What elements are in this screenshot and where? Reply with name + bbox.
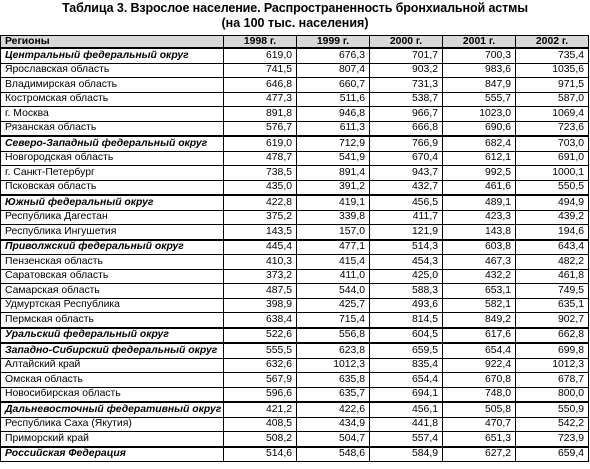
region-name-cell: Республика Ингушетия bbox=[1, 225, 224, 240]
value-cell: 617,6 bbox=[443, 328, 516, 344]
value-cell: 603,8 bbox=[443, 240, 516, 255]
header-year-1999: 1999 г. bbox=[297, 36, 370, 49]
value-cell: 419,1 bbox=[297, 195, 370, 210]
table-header-row bbox=[1, 36, 589, 49]
value-cell: 408,5 bbox=[224, 417, 297, 432]
region-name-cell: Российская Федерация bbox=[1, 447, 224, 462]
region-name-cell: Удмуртская Республика bbox=[1, 298, 224, 313]
value-cell: 556,8 bbox=[297, 328, 370, 344]
region-name-cell: Омская область bbox=[1, 373, 224, 388]
value-cell: 814,5 bbox=[370, 313, 443, 328]
value-cell: 946,8 bbox=[297, 107, 370, 122]
table-row bbox=[1, 269, 589, 284]
region-name-cell: Ярославская область bbox=[1, 63, 224, 78]
value-cell: 434,9 bbox=[297, 417, 370, 432]
region-name-cell: Псковская область bbox=[1, 180, 224, 195]
table-row bbox=[1, 417, 589, 432]
value-cell: 983,6 bbox=[443, 63, 516, 78]
value-cell: 391,2 bbox=[297, 180, 370, 195]
value-cell: 703,0 bbox=[516, 136, 589, 151]
value-cell: 482,2 bbox=[516, 255, 589, 270]
table-row bbox=[1, 63, 589, 78]
table-row bbox=[1, 166, 589, 181]
district-row bbox=[1, 402, 589, 417]
value-cell: 514,3 bbox=[370, 240, 443, 255]
value-cell: 550,9 bbox=[516, 402, 589, 417]
value-cell: 735,4 bbox=[516, 48, 589, 63]
region-name-cell: Приморский край bbox=[1, 432, 224, 447]
value-cell: 432,7 bbox=[370, 180, 443, 195]
table-row bbox=[1, 432, 589, 447]
value-cell: 902,7 bbox=[516, 313, 589, 328]
value-cell: 694,1 bbox=[370, 387, 443, 402]
region-name-cell: Северо-Западный федеральный округ bbox=[1, 136, 224, 151]
value-cell: 632,6 bbox=[224, 358, 297, 373]
value-cell: 1012,3 bbox=[297, 358, 370, 373]
region-name-cell: Южный федеральный округ bbox=[1, 195, 224, 210]
value-cell: 477,1 bbox=[297, 240, 370, 255]
value-cell: 522,6 bbox=[224, 328, 297, 344]
value-cell: 587,0 bbox=[516, 92, 589, 107]
table-row bbox=[1, 78, 589, 93]
value-cell: 682,4 bbox=[443, 136, 516, 151]
value-cell: 1000,1 bbox=[516, 166, 589, 181]
table-row bbox=[1, 151, 589, 166]
value-cell: 1023,0 bbox=[443, 107, 516, 122]
value-cell: 470,7 bbox=[443, 417, 516, 432]
value-cell: 411,0 bbox=[297, 269, 370, 284]
value-cell: 514,6 bbox=[224, 447, 297, 462]
value-cell: 411,7 bbox=[370, 210, 443, 225]
header-year-2000: 2000 г. bbox=[370, 36, 443, 49]
table-title: Таблица 3. Взрослое население. Распространенность бронхиальной астмы bbox=[62, 1, 528, 15]
value-cell: 748,0 bbox=[443, 387, 516, 402]
value-cell: 700,3 bbox=[443, 48, 516, 63]
value-cell: 422,8 bbox=[224, 195, 297, 210]
value-cell: 339,8 bbox=[297, 210, 370, 225]
value-cell: 423,3 bbox=[443, 210, 516, 225]
value-cell: 676,3 bbox=[297, 48, 370, 63]
value-cell: 691,0 bbox=[516, 151, 589, 166]
value-cell: 505,8 bbox=[443, 402, 516, 417]
value-cell: 835,4 bbox=[370, 358, 443, 373]
table-row bbox=[1, 358, 589, 373]
value-cell: 467,3 bbox=[443, 255, 516, 270]
value-cell: 623,8 bbox=[297, 343, 370, 358]
value-cell: 749,5 bbox=[516, 284, 589, 299]
value-cell: 461,6 bbox=[443, 180, 516, 195]
value-cell: 415,4 bbox=[297, 255, 370, 270]
value-cell: 800,0 bbox=[516, 387, 589, 402]
value-cell: 738,5 bbox=[224, 166, 297, 181]
value-cell: 555,5 bbox=[224, 343, 297, 358]
table-row bbox=[1, 210, 589, 225]
value-cell: 971,5 bbox=[516, 78, 589, 93]
value-cell: 435,0 bbox=[224, 180, 297, 195]
value-cell: 662,8 bbox=[516, 328, 589, 344]
table-row bbox=[1, 387, 589, 402]
value-cell: 508,2 bbox=[224, 432, 297, 447]
region-name-cell: Дальневосточный федеративный округ bbox=[1, 402, 224, 417]
value-cell: 654,4 bbox=[370, 373, 443, 388]
value-cell: 903,2 bbox=[370, 63, 443, 78]
value-cell: 550,5 bbox=[516, 180, 589, 195]
region-name-cell: Уральский федеральный округ bbox=[1, 328, 224, 344]
value-cell: 646,8 bbox=[224, 78, 297, 93]
value-cell: 542,2 bbox=[516, 417, 589, 432]
value-cell: 456,1 bbox=[370, 402, 443, 417]
value-cell: 891,8 bbox=[224, 107, 297, 122]
value-cell: 659,5 bbox=[370, 343, 443, 358]
value-cell: 456,5 bbox=[370, 195, 443, 210]
table-row bbox=[1, 225, 589, 240]
district-row bbox=[1, 48, 589, 63]
value-cell: 660,7 bbox=[297, 78, 370, 93]
value-cell: 432,2 bbox=[443, 269, 516, 284]
value-cell: 627,2 bbox=[443, 447, 516, 462]
value-cell: 612,1 bbox=[443, 151, 516, 166]
region-name-cell: Приволжский федеральный округ bbox=[1, 240, 224, 255]
value-cell: 659,4 bbox=[516, 447, 589, 462]
value-cell: 143,5 bbox=[224, 225, 297, 240]
value-cell: 422,6 bbox=[297, 402, 370, 417]
table-row bbox=[1, 107, 589, 122]
value-cell: 588,3 bbox=[370, 284, 443, 299]
region-name-cell: г. Санкт-Петербург bbox=[1, 166, 224, 181]
table-body bbox=[1, 48, 589, 462]
region-name-cell: Пермская область bbox=[1, 313, 224, 328]
value-cell: 461,8 bbox=[516, 269, 589, 284]
region-name-cell: Владимирская область bbox=[1, 78, 224, 93]
value-cell: 375,2 bbox=[224, 210, 297, 225]
value-cell: 943,7 bbox=[370, 166, 443, 181]
region-name-cell: Республика Дагестан bbox=[1, 210, 224, 225]
value-cell: 611,3 bbox=[297, 121, 370, 136]
region-name-cell: Новгородская область bbox=[1, 151, 224, 166]
value-cell: 445,4 bbox=[224, 240, 297, 255]
value-cell: 584,9 bbox=[370, 447, 443, 462]
value-cell: 712,9 bbox=[297, 136, 370, 151]
value-cell: 992,5 bbox=[443, 166, 516, 181]
value-cell: 487,5 bbox=[224, 284, 297, 299]
value-cell: 493,6 bbox=[370, 298, 443, 313]
value-cell: 654,4 bbox=[443, 343, 516, 358]
value-cell: 666,8 bbox=[370, 121, 443, 136]
table-subtitle: (на 100 тыс. населения) bbox=[221, 16, 369, 30]
region-name-cell: Самарская область bbox=[1, 284, 224, 299]
value-cell: 701,7 bbox=[370, 48, 443, 63]
value-cell: 638,4 bbox=[224, 313, 297, 328]
value-cell: 766,9 bbox=[370, 136, 443, 151]
table-row bbox=[1, 180, 589, 195]
value-cell: 373,2 bbox=[224, 269, 297, 284]
region-name-cell: Западно-Сибирский федеральный округ bbox=[1, 343, 224, 358]
region-name-cell: Новосибирская область bbox=[1, 387, 224, 402]
region-name-cell: Пензенская область bbox=[1, 255, 224, 270]
value-cell: 619,0 bbox=[224, 48, 297, 63]
value-cell: 653,1 bbox=[443, 284, 516, 299]
value-cell: 699,8 bbox=[516, 343, 589, 358]
value-cell: 511,6 bbox=[297, 92, 370, 107]
value-cell: 678,7 bbox=[516, 373, 589, 388]
value-cell: 891,4 bbox=[297, 166, 370, 181]
value-cell: 807,4 bbox=[297, 63, 370, 78]
value-cell: 723,9 bbox=[516, 432, 589, 447]
value-cell: 494,9 bbox=[516, 195, 589, 210]
value-cell: 643,4 bbox=[516, 240, 589, 255]
value-cell: 690,6 bbox=[443, 121, 516, 136]
value-cell: 670,8 bbox=[443, 373, 516, 388]
region-name-cell: г. Москва bbox=[1, 107, 224, 122]
region-name-cell: Рязанская область bbox=[1, 121, 224, 136]
value-cell: 596,6 bbox=[224, 387, 297, 402]
table-row bbox=[1, 373, 589, 388]
district-row bbox=[1, 240, 589, 255]
value-cell: 670,4 bbox=[370, 151, 443, 166]
value-cell: 651,3 bbox=[443, 432, 516, 447]
value-cell: 439,2 bbox=[516, 210, 589, 225]
value-cell: 398,9 bbox=[224, 298, 297, 313]
value-cell: 555,7 bbox=[443, 92, 516, 107]
value-cell: 548,6 bbox=[297, 447, 370, 462]
region-name-cell: Алтайский край bbox=[1, 358, 224, 373]
header-year-2002: 2002 г. bbox=[516, 36, 589, 49]
header-year-1998: 1998 г. bbox=[224, 36, 297, 49]
asthma-prevalence-table bbox=[0, 35, 589, 462]
table-row bbox=[1, 313, 589, 328]
value-cell: 966,7 bbox=[370, 107, 443, 122]
value-cell: 1069,4 bbox=[516, 107, 589, 122]
value-cell: 715,4 bbox=[297, 313, 370, 328]
value-cell: 635,1 bbox=[516, 298, 589, 313]
value-cell: 604,5 bbox=[370, 328, 443, 344]
district-row bbox=[1, 195, 589, 210]
table-row bbox=[1, 121, 589, 136]
value-cell: 922,4 bbox=[443, 358, 516, 373]
value-cell: 194,6 bbox=[516, 225, 589, 240]
region-name-cell: Центральный федеральный округ bbox=[1, 48, 224, 63]
value-cell: 619,0 bbox=[224, 136, 297, 151]
district-row bbox=[1, 136, 589, 151]
value-cell: 478,7 bbox=[224, 151, 297, 166]
value-cell: 441,8 bbox=[370, 417, 443, 432]
table-row bbox=[1, 298, 589, 313]
value-cell: 723,6 bbox=[516, 121, 589, 136]
value-cell: 741,5 bbox=[224, 63, 297, 78]
value-cell: 1035,6 bbox=[516, 63, 589, 78]
value-cell: 477,3 bbox=[224, 92, 297, 107]
total-row bbox=[1, 447, 589, 462]
district-row bbox=[1, 328, 589, 344]
value-cell: 849,2 bbox=[443, 313, 516, 328]
value-cell: 635,7 bbox=[297, 387, 370, 402]
value-cell: 847,9 bbox=[443, 78, 516, 93]
table-row bbox=[1, 92, 589, 107]
table-row bbox=[1, 255, 589, 270]
value-cell: 504,7 bbox=[297, 432, 370, 447]
region-name-cell: Саратовская область bbox=[1, 269, 224, 284]
header-region: Регионы bbox=[1, 36, 224, 49]
value-cell: 421,2 bbox=[224, 402, 297, 417]
value-cell: 1012,3 bbox=[516, 358, 589, 373]
value-cell: 576,7 bbox=[224, 121, 297, 136]
header-year-2001: 2001 г. bbox=[443, 36, 516, 49]
value-cell: 121,9 bbox=[370, 225, 443, 240]
value-cell: 425,0 bbox=[370, 269, 443, 284]
value-cell: 635,8 bbox=[297, 373, 370, 388]
region-name-cell: Костромская область bbox=[1, 92, 224, 107]
value-cell: 454,3 bbox=[370, 255, 443, 270]
value-cell: 538,7 bbox=[370, 92, 443, 107]
value-cell: 489,1 bbox=[443, 195, 516, 210]
value-cell: 143,8 bbox=[443, 225, 516, 240]
value-cell: 425,7 bbox=[297, 298, 370, 313]
value-cell: 582,1 bbox=[443, 298, 516, 313]
region-name-cell: Республика Саха (Якутия) bbox=[1, 417, 224, 432]
district-row bbox=[1, 343, 589, 358]
value-cell: 731,3 bbox=[370, 78, 443, 93]
value-cell: 567,9 bbox=[224, 373, 297, 388]
value-cell: 410,3 bbox=[224, 255, 297, 270]
table-row bbox=[1, 284, 589, 299]
value-cell: 557,4 bbox=[370, 432, 443, 447]
value-cell: 541,9 bbox=[297, 151, 370, 166]
value-cell: 544,0 bbox=[297, 284, 370, 299]
value-cell: 157,0 bbox=[297, 225, 370, 240]
